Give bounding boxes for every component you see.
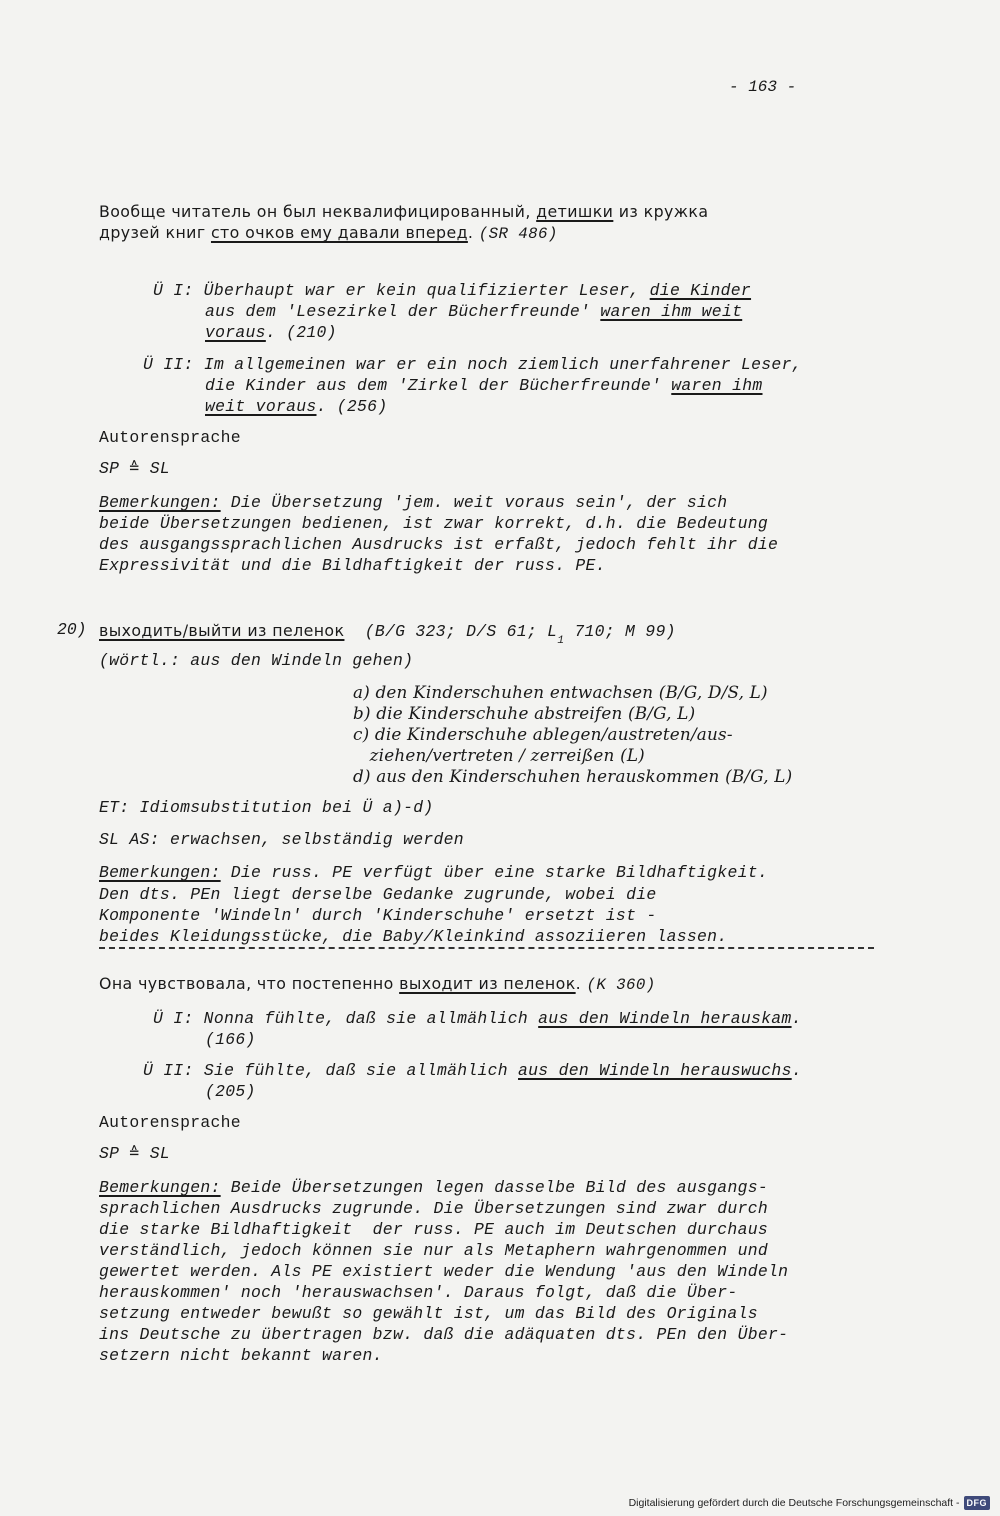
equivalent-b: b) die Kinderschuhe abstreifen (B/G, L) bbox=[353, 703, 696, 723]
entry-number: 20) bbox=[57, 620, 87, 639]
remarks-1-line-2: beide Übersetzungen bedienen, ist zwar korrekt, d.h. die Bedeutung bbox=[99, 514, 768, 533]
remarks-2-line-1: Bemerkungen: Die russ. PE verfügt über eine starke Bildhaftigkeit. bbox=[99, 863, 768, 882]
remarks-3-line-3: die starke Bildhaftigkeit der russ. PE auch im Deutschen durchaus bbox=[99, 1220, 768, 1239]
translation-3-line-1: Ü I: Nonna fühlte, daß sie allmählich aus den Windeln herauskam. bbox=[153, 1009, 802, 1028]
footer-text: Digitalisierung gefördert durch die Deutsche Forschungsgemeinschaft - bbox=[628, 1497, 960, 1509]
remarks-2-line-4: beides Kleidungsstücke, die Baby/Kleinkind assoziieren lassen. bbox=[99, 927, 728, 946]
dashed-separator bbox=[99, 947, 874, 949]
remarks-3-line-8: ins Deutsche zu übertragen bzw. daß die adäquaten dts. PEn den Über- bbox=[99, 1325, 789, 1344]
remarks-3-line-2: sprachlichen Ausdrucks zugrunde. Die Übersetzungen sind zwar durch bbox=[99, 1199, 768, 1218]
remarks-2-line-3: Komponente 'Windeln' durch 'Kinderschuhe' ersetzt ist - bbox=[99, 906, 657, 925]
equivalent-a: a) den Kinderschuhen entwachsen (B/G, D/S, L) bbox=[353, 682, 768, 702]
equivalent-c-cont: ziehen/vertreten / zerreißen (L) bbox=[353, 745, 645, 765]
remarks-3-line-6: herauskommen' noch 'herauswachsen'. Daraus folgt, daß die Über- bbox=[99, 1283, 738, 1302]
equivalence-type: ET: Idiomsubstitution bei Ü a)-d) bbox=[99, 798, 434, 817]
translation-2-line-2: die Kinder aus dem 'Zirkel der Bücherfreunde' waren ihm bbox=[205, 376, 763, 395]
remarks-2-line-2: Den dts. PEn liegt derselbe Gedanke zugrunde, wobei die bbox=[99, 885, 657, 904]
sp-sl-equivalence: SP ≙ SL bbox=[99, 459, 170, 478]
translation-2-line-3: weit voraus. (256) bbox=[205, 397, 388, 416]
digitization-footer bbox=[629, 1496, 990, 1510]
entry-headword-line: выходить/выйти из пеленок (B/G 323; D/S 61; $L_1$ 710; M 99) bbox=[99, 621, 676, 647]
equivalent-c: c) die Kinderschuhe ablegen/austreten/aus- bbox=[353, 724, 733, 744]
author-language-label-2: Autorensprache bbox=[99, 1113, 241, 1132]
russian-quote-line-2: друзей книг сто очков ему давали вперед. (SR 486) bbox=[99, 223, 558, 243]
remarks-3-line-7: setzung entweder bewußt so gewählt ist, um das Bild des Originals bbox=[99, 1304, 758, 1323]
equivalent-d: d) aus den Kinderschuhen herauskommen (B/G, L) bbox=[353, 766, 793, 786]
translation-1-line-3: voraus. (210) bbox=[205, 323, 337, 342]
translation-4-line-1: Ü II: Sie fühlte, daß sie allmählich aus den Windeln herauswuchs. bbox=[143, 1061, 802, 1080]
remarks-3-line-4: verständlich, jedoch können sie nur als Metaphern wahrgenommen und bbox=[99, 1241, 768, 1260]
page-number: - 163 - bbox=[729, 78, 797, 96]
dfg-logo: DFG bbox=[964, 1496, 991, 1510]
remarks-3-line-9: setzern nicht bekannt waren. bbox=[99, 1346, 383, 1365]
sp-sl-equivalence-2: SP ≙ SL bbox=[99, 1144, 170, 1163]
translation-1-line-1: Ü I: Überhaupt war er kein qualifizierter Leser, die Kinder bbox=[153, 281, 752, 300]
remarks-1-line-4: Expressivität und die Bildhaftigkeit der russ. PE. bbox=[99, 556, 606, 575]
russian-quote-line-1: Вообще читатель он был неквалифицированный, детишки из кружка bbox=[99, 202, 709, 221]
translation-2-line-1: Ü II: Im allgemeinen war er ein noch ziemlich unerfahrener Leser, bbox=[143, 355, 802, 374]
russian-quote-2: Она чувствовала, что постепенно выходит из пеленок. (K 360) bbox=[99, 974, 656, 994]
remarks-3-line-1: Bemerkungen: Beide Übersetzungen legen dasselbe Bild des ausgangs- bbox=[99, 1178, 768, 1197]
remarks-1-line-1: Bemerkungen: Die Übersetzung 'jem. weit voraus sein', der sich bbox=[99, 493, 728, 512]
remarks-1-line-3: des ausgangssprachlichen Ausdrucks ist erfaßt, jedoch fehlt ihr die bbox=[99, 535, 779, 554]
remarks-3-line-5: gewertet werden. Als PE existiert weder die Wendung 'aus den Windeln bbox=[99, 1262, 789, 1281]
author-language-label: Autorensprache bbox=[99, 428, 241, 447]
translation-1-line-2: aus dem 'Lesezirkel der Bücherfreunde' waren ihm weit bbox=[205, 302, 743, 321]
translation-4-line-2: (205) bbox=[205, 1082, 256, 1101]
sl-as-meaning: SL AS: erwachsen, selbständig werden bbox=[99, 830, 464, 849]
literal-translation: (wörtl.: aus den Windeln gehen) bbox=[99, 651, 414, 670]
translation-3-line-2: (166) bbox=[205, 1030, 256, 1049]
